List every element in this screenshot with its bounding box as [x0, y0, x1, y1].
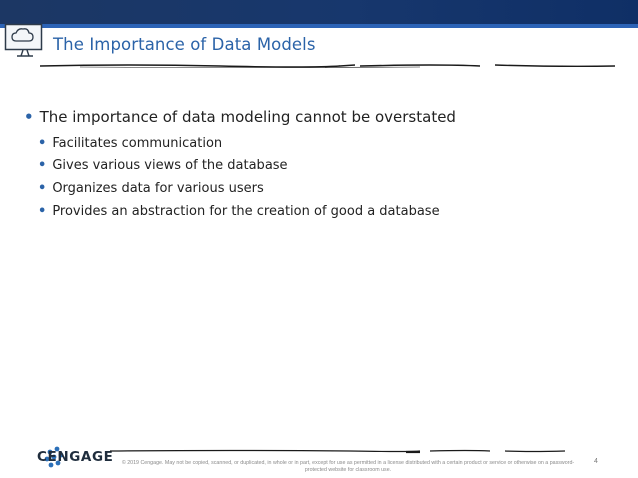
bullet-dot-icon: • [24, 108, 34, 126]
footer-rule [110, 447, 565, 455]
sub-bullet-text: Organizes data for various users [52, 181, 264, 196]
sub-bullet [38, 136, 618, 151]
copyright-notice: © 2019 Cengage. May not be copied, scanned, or duplicated, in whole or in part, except for use as permitted in a license distributed with a certain product or service or otherwise on a password-protected website for classroom use. [121, 460, 575, 473]
sub-bullet [38, 158, 618, 173]
brand-name: CENGAGE [37, 449, 114, 465]
header-band [0, 0, 638, 28]
bullet-dot-icon: • [38, 181, 47, 196]
sub-bullet [38, 204, 618, 219]
title-underline [40, 62, 615, 70]
main-bullet [24, 108, 624, 126]
monitor-cloud-icon [4, 22, 44, 58]
main-bullet-text: The importance of data modeling cannot be overstated [39, 108, 456, 126]
sub-bullet-text: Gives various views of the database [52, 158, 288, 173]
page-number: 4 [594, 458, 598, 465]
slide-title: The Importance of Data Models [53, 35, 316, 54]
bullet-dot-icon: • [38, 158, 47, 173]
bullet-dot-icon: • [38, 204, 47, 219]
sub-bullet-text: Facilitates communication [52, 136, 223, 151]
sub-bullet [38, 181, 618, 196]
bullet-dot-icon: • [38, 136, 47, 151]
sub-bullet-text: Provides an abstraction for the creation of good a database [52, 204, 440, 219]
